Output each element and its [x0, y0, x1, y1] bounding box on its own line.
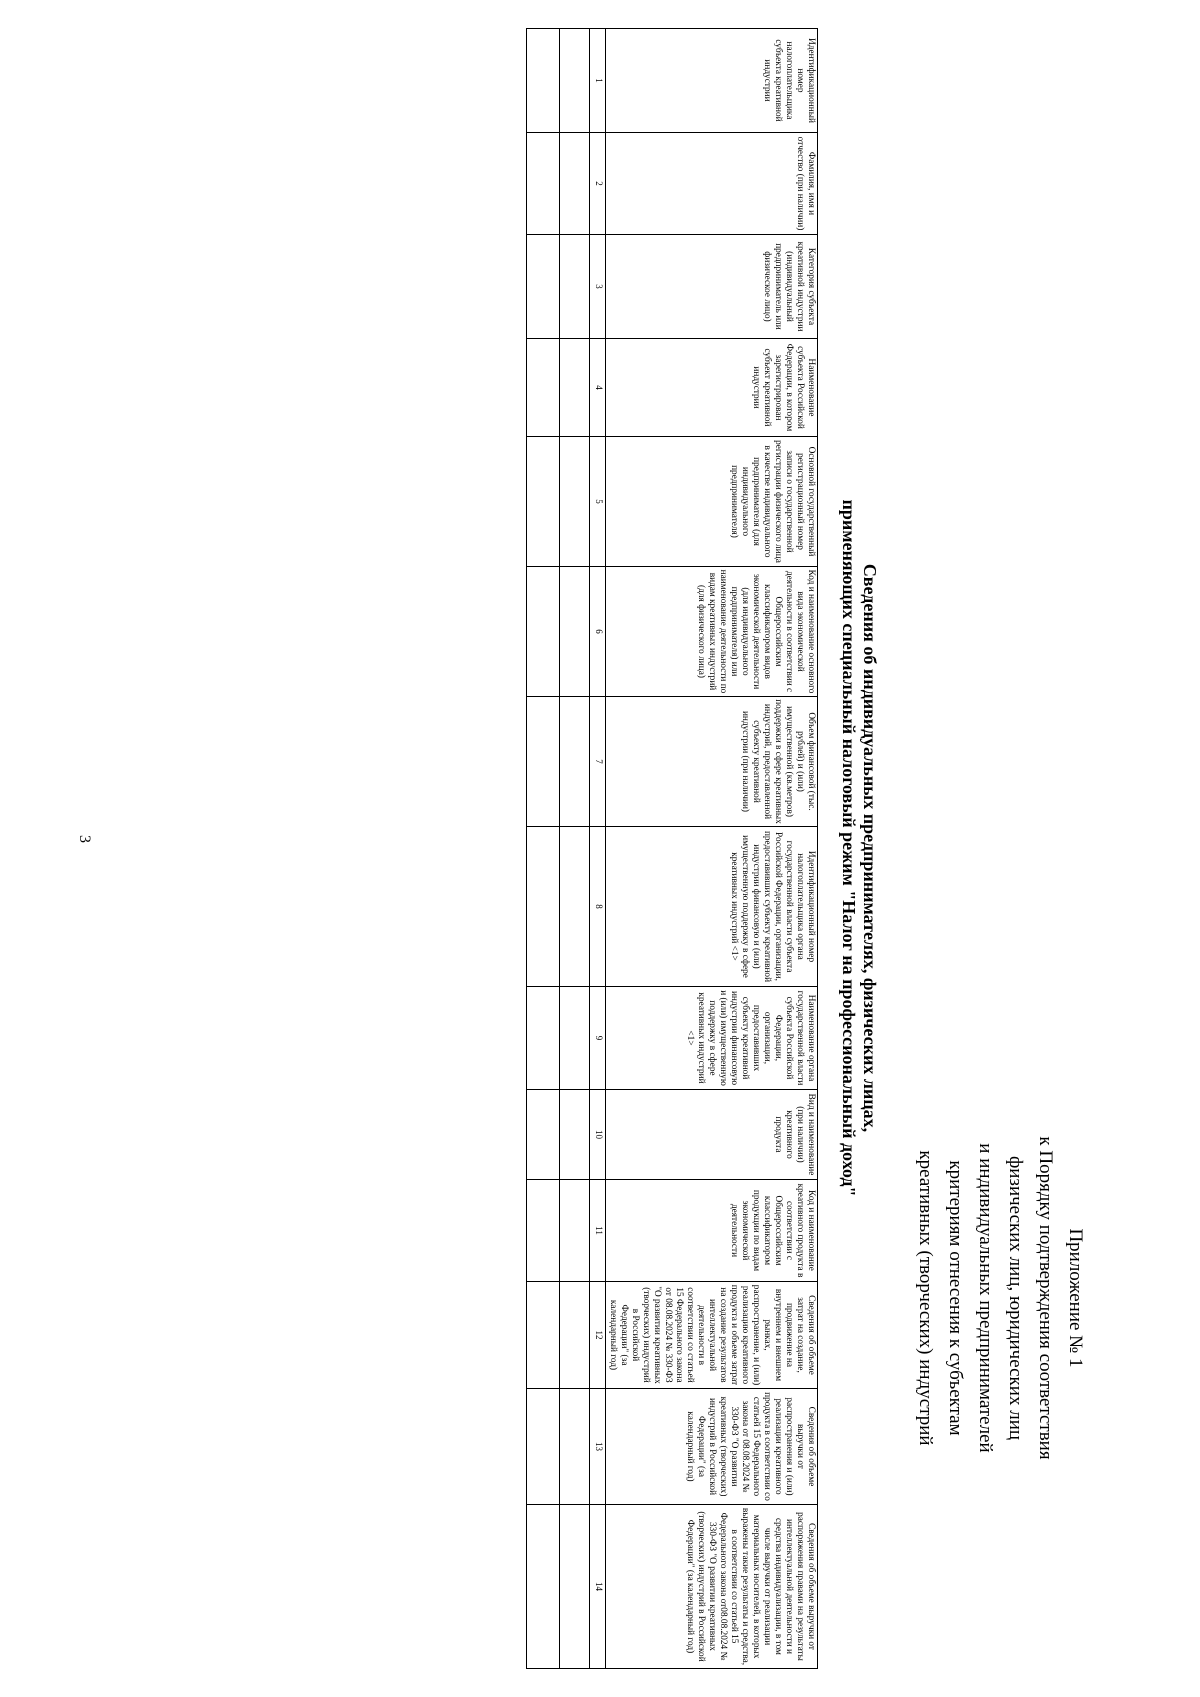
empty-row [560, 29, 590, 1669]
empty-cell [527, 987, 560, 1090]
data-table [526, 28, 818, 1669]
header-cell: Идентификационный номер налогоплательщика субъекта креативной индустрии [606, 29, 818, 133]
empty-cell [527, 697, 560, 827]
column-number-row [590, 29, 606, 1669]
empty-cell [560, 339, 590, 437]
header-cell: Код и наименование креативного продукта в соответствии с Общероссийским классификатором продукции по видам экономической деятельности [606, 1180, 818, 1282]
empty-cell [527, 29, 560, 133]
empty-cell [560, 827, 590, 987]
header-cell: Категория субъекта креативной индустрии (индивидуальный предприниматель или физическое лицо) [606, 235, 818, 339]
column-number-cell: 14 [590, 1505, 606, 1669]
column-number-cell: 8 [590, 827, 606, 987]
appendix-line: креативных (творческих) индустрий [915, 1150, 936, 1446]
column-number-cell: 5 [590, 437, 606, 567]
header-cell: Сведения об объеме затрат на создание, продвижение на внутреннем и внешнем рынках, распространение, и (или) реализацию креативного продукта и объеме затрат на создание результатов интеллектуальной деятельности в соответствии со статьей 15 Федерального закона от 08.08.2024 № 330-ФЗ "О развитии креативных (творческих) индустрий в Российской Федерации" (за календарный год) [606, 1282, 818, 1389]
empty-cell [560, 437, 590, 567]
column-number-cell: 2 [590, 133, 606, 235]
header-cell: Основной государственный регистрационный номер записи о государственной регистрации физического лица в качестве индивидуального предпринимателя (для индивидуального предпринимателя) [606, 437, 818, 567]
title-line-2: применяющих специальный налоговый режим "Налог на профессиональный доход" [839, 499, 859, 1197]
column-number-cell: 9 [590, 987, 606, 1090]
empty-cell [560, 567, 590, 697]
header-cell: Вид и наименование (при наличии) креативного продукта [606, 1090, 818, 1180]
empty-cell [527, 1389, 560, 1505]
empty-cell [527, 133, 560, 235]
empty-cell [560, 1505, 590, 1669]
appendix-line: к Порядку подтверждения соответствия [1035, 1136, 1056, 1460]
empty-cell [560, 1282, 590, 1389]
empty-cell [527, 437, 560, 567]
column-number-cell: 12 [590, 1282, 606, 1389]
empty-cell [527, 827, 560, 987]
appendix-line: Приложение № 1 [1065, 1228, 1086, 1368]
column-number-cell: 1 [590, 29, 606, 133]
header-cell: Идентификационный номер налогоплательщика органа государственной власти субъекта Российской Федерации, организации, предоставивших субъекту креативной индустрии финансовую и (или) имущественную поддержку в сфере креативных индустрий <1> [606, 827, 818, 987]
empty-cell [560, 1180, 590, 1282]
header-cell: Объем финансовой (тыс. рублей) и (или) имущественной (кв.метров) поддержки в сфере креативных индустрий, предоставленной субъекту креативной индустрии (при наличии) [606, 697, 818, 827]
header-cell: Наименование органа государственной власти субъекта Российской Федерации, организации, предоставивших субъекту креативной индустрии финансовую и (или) имущественную поддержку в сфере креативных индустрий <1> [606, 987, 818, 1090]
header-cell: Наименование субъекта Российской Федерации, в котором зарегистрирован субъект креативной индустрии [606, 339, 818, 437]
header-cell: Сведения об объеме выручки от распоряжения правами на результаты интеллектуальной деятельности и средства индивидуализации, в том числе выручки от реализации материальных носителей, в которых выражены такие результаты и средства, в соответствии со статьей 15 Федерального закона от08.08.2024 № 330-ФЗ "О развитии креативных (творческих) индустрий в Российской Федерации" (за календарный год) [606, 1505, 818, 1669]
column-number-cell: 3 [590, 235, 606, 339]
empty-row [527, 29, 560, 1669]
page-number: 3 [76, 835, 93, 843]
title-line-1: Сведения об индивидуальных предпринимателях, физических лицах, [860, 563, 880, 1133]
header-cell: Код и наименование основного вида экономической деятельности в соответствии с Общероссийским классификатором видов экономической деятельности (для индивидуального предпринимателя) или наименование деятельности по видам креативных индустрий (для физического лица) [606, 567, 818, 697]
empty-cell [527, 1090, 560, 1180]
column-number-cell: 4 [590, 339, 606, 437]
empty-cell [560, 987, 590, 1090]
empty-cell [560, 1389, 590, 1505]
column-number-cell: 10 [590, 1090, 606, 1180]
empty-cell [560, 235, 590, 339]
table-header-row [606, 29, 818, 1669]
appendix-line: и индивидуальных предпринимателей [975, 1143, 996, 1453]
header-cell: Фамилия, имя и отчество (при наличии) [606, 133, 818, 235]
header-cell: Сведения об объеме выручки от распространения и (или) реализации креативного продукта в соответствии со статьей 15 Федерального закона от 08.08.2024 № 330-ФЗ "О развитии креативных (творческих) индустрий в Российской Федерации" (за календарный год) [606, 1389, 818, 1505]
appendix-line: критериям отнесения к субъектам [945, 1160, 966, 1436]
appendix-line: физических лиц, юридических лиц [1005, 1155, 1026, 1441]
empty-cell [560, 697, 590, 827]
empty-cell [527, 339, 560, 437]
empty-cell [560, 29, 590, 133]
rotated-page-content [80, 18, 1120, 1678]
empty-cell [560, 1090, 590, 1180]
empty-cell [560, 133, 590, 235]
column-number-cell: 6 [590, 567, 606, 697]
document-title [838, 18, 880, 1678]
appendix-heading [910, 1038, 1090, 1558]
column-number-cell: 11 [590, 1180, 606, 1282]
empty-cell [527, 235, 560, 339]
column-number-cell: 13 [590, 1389, 606, 1505]
empty-cell [527, 1180, 560, 1282]
empty-cell [527, 1282, 560, 1389]
empty-cell [527, 1505, 560, 1669]
column-number-cell: 7 [590, 697, 606, 827]
empty-cell [527, 567, 560, 697]
